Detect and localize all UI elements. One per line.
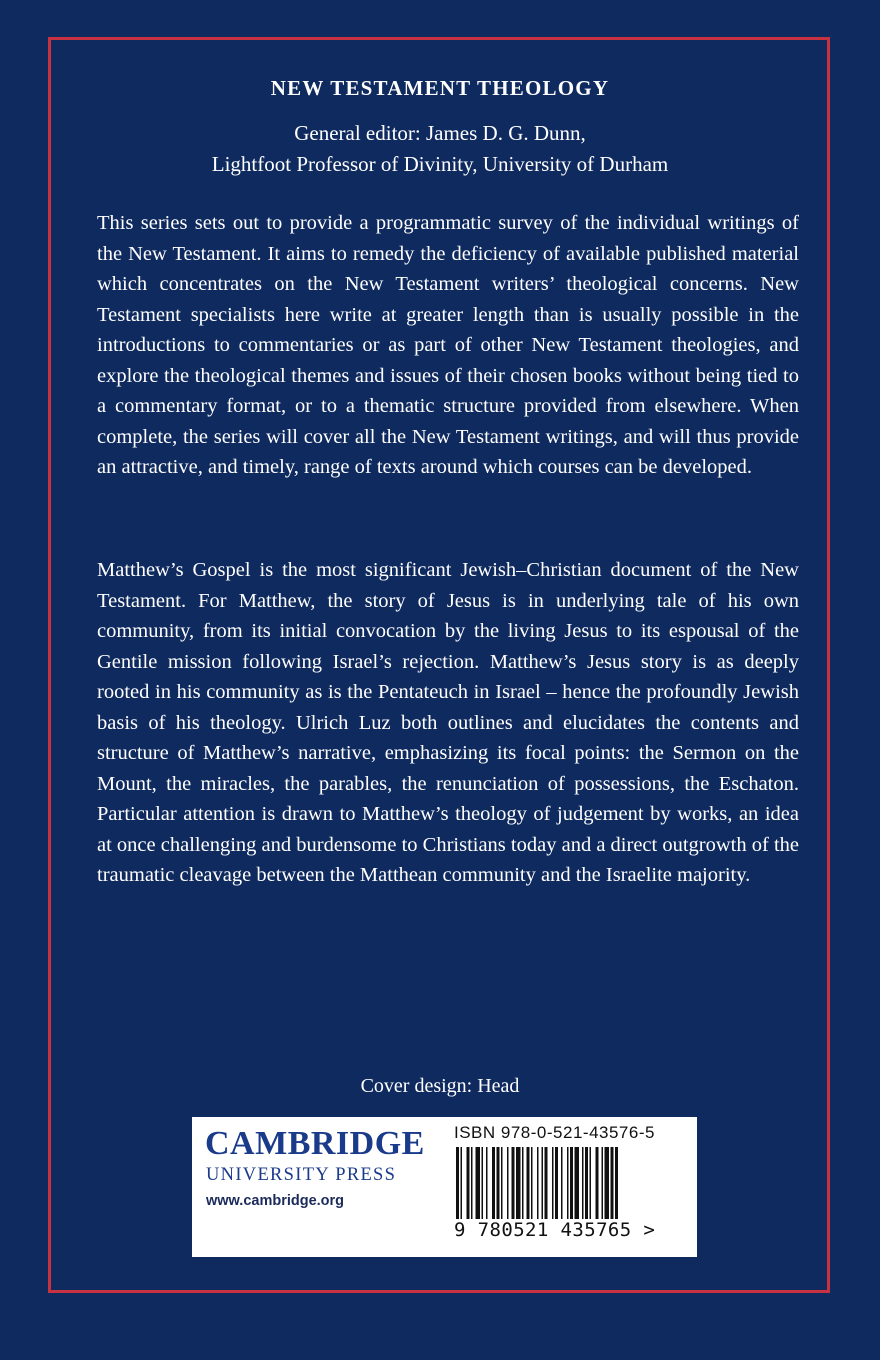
barcode-bar [602, 1147, 604, 1219]
isbn-digits: 9 780521 435765 > [454, 1219, 656, 1241]
editor-credit [0, 118, 880, 180]
barcode-bar [561, 1147, 563, 1219]
barcode-bar [461, 1147, 463, 1219]
barcode-bar [596, 1147, 599, 1219]
barcode-bar [531, 1147, 533, 1219]
barcode-bar [527, 1147, 530, 1219]
barcode-bar [570, 1147, 573, 1219]
barcode-bar [575, 1147, 580, 1219]
barcode-bar [471, 1147, 473, 1219]
publisher-logo-subname: UNIVERSITY PRESS [206, 1165, 397, 1185]
barcode-bar [590, 1147, 592, 1219]
barcode-bar [542, 1147, 544, 1219]
barcode-bar [482, 1147, 484, 1219]
barcode-bar [605, 1147, 610, 1219]
barcode-bar [545, 1147, 548, 1219]
barcode-bar [516, 1147, 521, 1219]
isbn-label: ISBN 978-0-521-43576-5 [454, 1123, 655, 1142]
barcode-bar [567, 1147, 569, 1219]
barcode-bar [501, 1147, 503, 1219]
barcode-bar [537, 1147, 539, 1219]
book-description: Matthew’s Gospel is the most significant Jewish–Christian document of the New Testament. For Matthew, the story of Jesus is in underlying tale of his own community, from its initial convocation by the living Jesus to its espousal of the Gentile mission following Israel’s rejection. Matthew’s Jesus story is as deeply rooted in his community as is the Pentateuch in Israel – hence the profoundly Jewish basis of his theology. Ulrich Luz both outlines and elucidates the contents and structure of Matthew’s narrative, emphasizing its focal points: the Sermon on the Mount, the miracles, the parables, the renunciation of possessions, the Eschaton. Particular attention is drawn to Matthew’s theology of judgement by works, an idea at once challenging and burdensome to Christians today and a direct outgrowth of the traumatic cleavage between the Matthean community and the Israelite majority. [97, 559, 799, 886]
barcode-bar [512, 1147, 515, 1219]
barcode-bar [497, 1147, 500, 1219]
barcode-bar [492, 1147, 495, 1219]
publisher-logo-name: CAMBRIDGE [205, 1125, 425, 1162]
barcode-bar [522, 1147, 524, 1219]
barcode-bar [552, 1147, 554, 1219]
barcode-bar [611, 1147, 614, 1219]
barcode-bar [486, 1147, 488, 1219]
barcode-bar [582, 1147, 584, 1219]
barcode-bar [507, 1147, 509, 1219]
editor-line-1: General editor: James D. G. Dunn, [294, 121, 586, 145]
cover-design-credit: Cover design: Head [360, 1075, 520, 1097]
barcode-bar [476, 1147, 481, 1219]
barcode-bar [555, 1147, 558, 1219]
barcode-bar [615, 1147, 618, 1219]
publisher-barcode-panel [192, 1117, 697, 1257]
series-title: NEW TESTAMENT THEOLOGY [270, 76, 610, 100]
editor-line-2: Lightfoot Professor of Divinity, University of Durham [211, 152, 669, 176]
barcode-bar [456, 1147, 459, 1219]
barcode [454, 1147, 690, 1219]
series-description: This series sets out to provide a programmatic survey of the individual writings of the New Testament. It aims to remedy the deficiency of available published material which concentrates on the New Testament writers’ theological concerns. New Testament specialists here write at greater length than is usually possible in the introductions to commentaries or as part of other New Testament theologies, and explore the theological themes and issues of their chosen books without being tied to a commentary format, or to a thematic structure provided from elsewhere. When complete, the series will cover all the New Testament writings, and will thus provide an attractive, and timely, range of texts around which courses can be developed. [97, 212, 799, 478]
barcode-bar [467, 1147, 470, 1219]
publisher-url: www.cambridge.org [206, 1193, 345, 1209]
barcode-bar [585, 1147, 588, 1219]
